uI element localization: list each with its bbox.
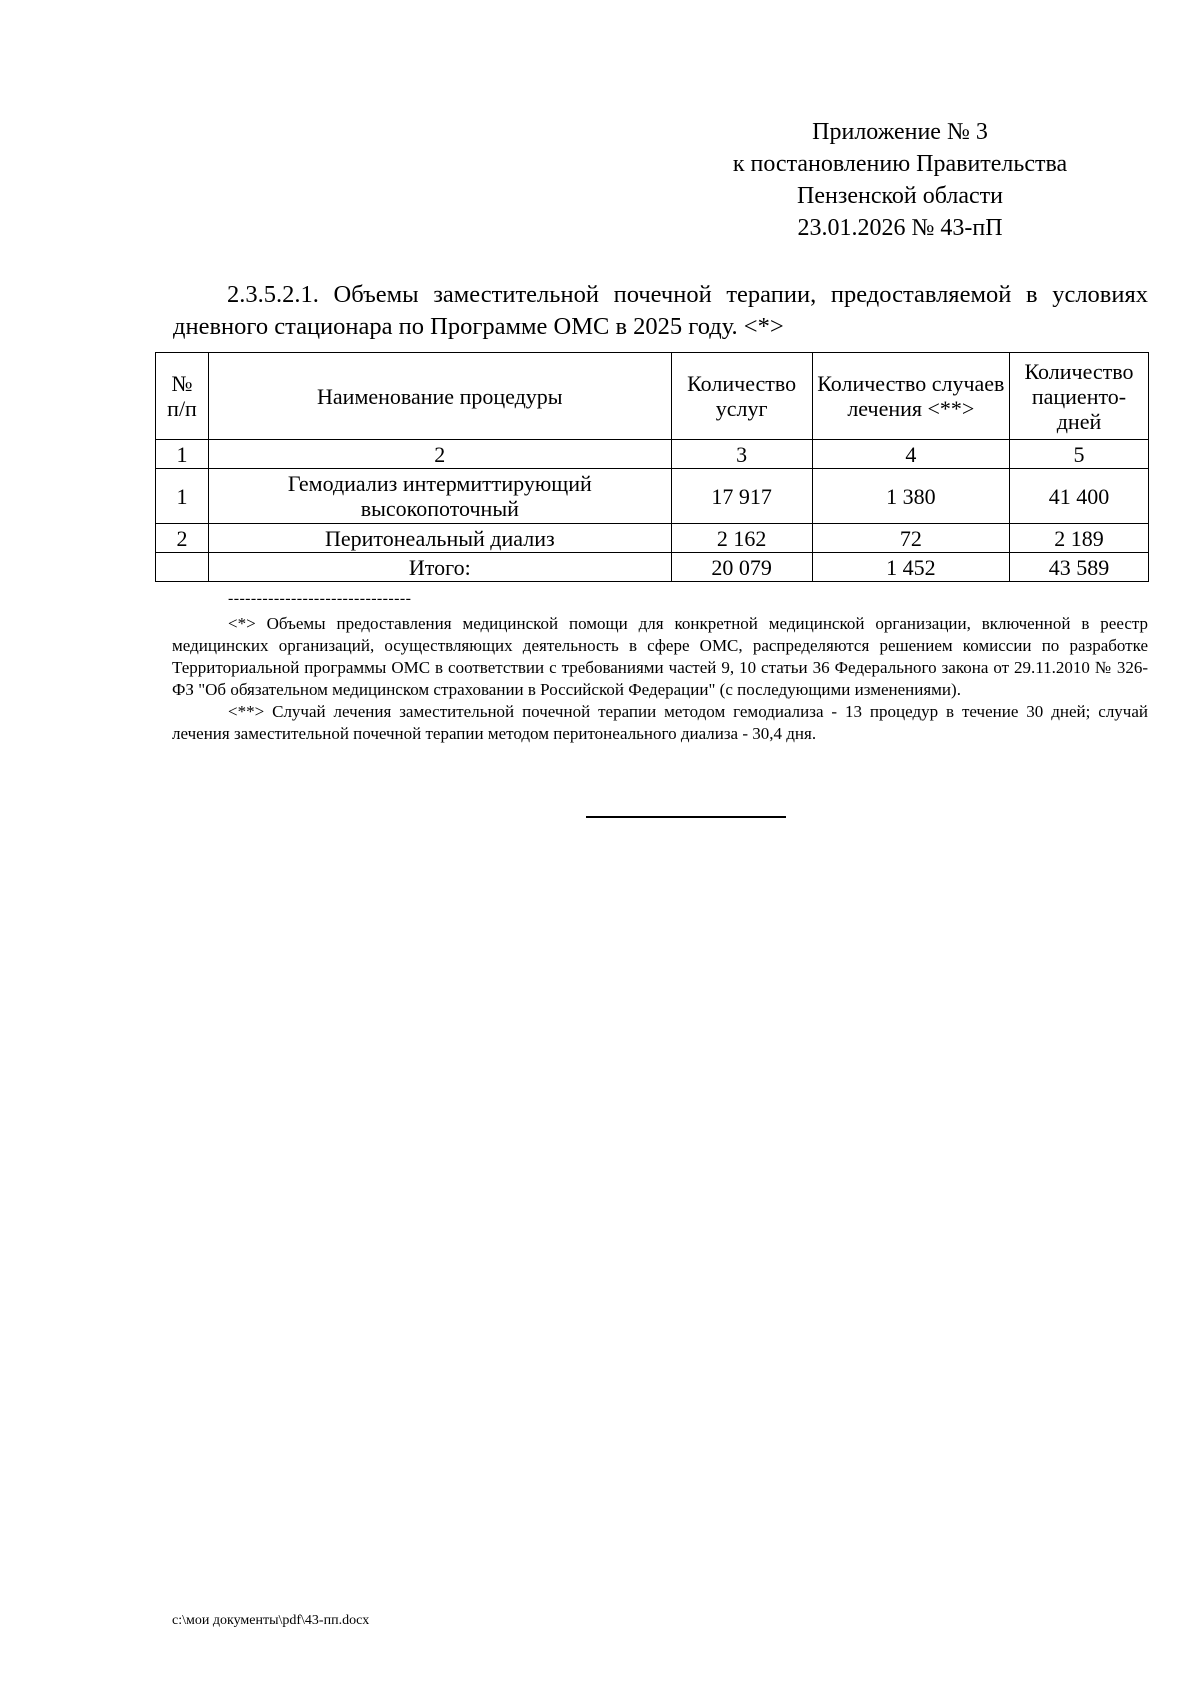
total-num [156, 553, 209, 582]
column-number: 2 [209, 440, 672, 469]
header-services-count: Количество услуг [671, 353, 812, 440]
row-patient-days: 41 400 [1009, 469, 1148, 524]
row-procedure-name: Гемодиализ интермиттирующий высокопоточный [209, 469, 672, 524]
row-cases: 72 [812, 524, 1009, 553]
total-patient-days: 43 589 [1009, 553, 1148, 582]
annex-date-number: 23.01.2026 № 43-пП [797, 215, 1003, 241]
header-procedure-name: Наименование процедуры [209, 353, 672, 440]
table-row [156, 469, 1149, 524]
header-patient-days: Количество пациенто-дней [1009, 353, 1148, 440]
row-num: 1 [156, 469, 209, 524]
column-number: 1 [156, 440, 209, 469]
annex-resolution-ref: к постановлению Правительства [732, 151, 1068, 177]
total-services: 20 079 [671, 553, 812, 582]
file-path-footer: c:\мои документы\pdf\43-пп.docx [172, 1613, 370, 1628]
therapy-volumes-table [155, 352, 1149, 582]
row-num: 2 [156, 524, 209, 553]
row-patient-days: 2 189 [1009, 524, 1148, 553]
total-label: Итого: [209, 553, 672, 582]
column-number: 3 [671, 440, 812, 469]
row-services: 2 162 [671, 524, 812, 553]
table-row [156, 524, 1149, 553]
column-number: 4 [812, 440, 1009, 469]
footnote-1: <*> Объемы предоставления медицинской помощи для конкретной медицинской организации, включенной в реестр медицинских организаций, осуществляющих деятельность в сфере ОМС, распределяются решением комиссии по разработке Территориальной программы ОМС в соответствии с требованиями частей 9, 10 статьи 36 Федерального закона от 29.11.2010 № 326-ФЗ "Об обязательном медицинском страховании в Российской Федерации" (с последующими изменениями). [172, 614, 1148, 699]
footnote-separator: -------------------------------- [228, 590, 412, 607]
footnote-2: <**> Случай лечения заместительной почечной терапии методом гемодиализа - 13 процедур в течение 30 дней; случай лечения заместительной почечной терапии методом перитонеального диализа - 30,4 дня. [172, 702, 1148, 743]
total-cases: 1 452 [812, 553, 1009, 582]
annex-region: Пензенской области [797, 183, 1003, 209]
column-number: 5 [1009, 440, 1148, 469]
row-services: 17 917 [671, 469, 812, 524]
row-cases: 1 380 [812, 469, 1009, 524]
table-header-row [156, 353, 1149, 440]
total-row [156, 553, 1149, 582]
annex-title: Приложение № 3 [812, 119, 988, 145]
footnotes [172, 613, 1148, 745]
row-procedure-name: Перитонеальный диализ [209, 524, 672, 553]
column-number-row [156, 440, 1149, 469]
header-num: № п/п [156, 353, 209, 440]
closing-rule [586, 816, 786, 818]
header-cases-count: Количество случаев лечения <**> [812, 353, 1009, 440]
section-heading: 2.3.5.2.1. Объемы заместительной почечной терапии, предоставляемой в условиях дневного стационара по Программе ОМС в 2025 году. <*> [173, 281, 1148, 340]
annex-header [690, 116, 1110, 244]
